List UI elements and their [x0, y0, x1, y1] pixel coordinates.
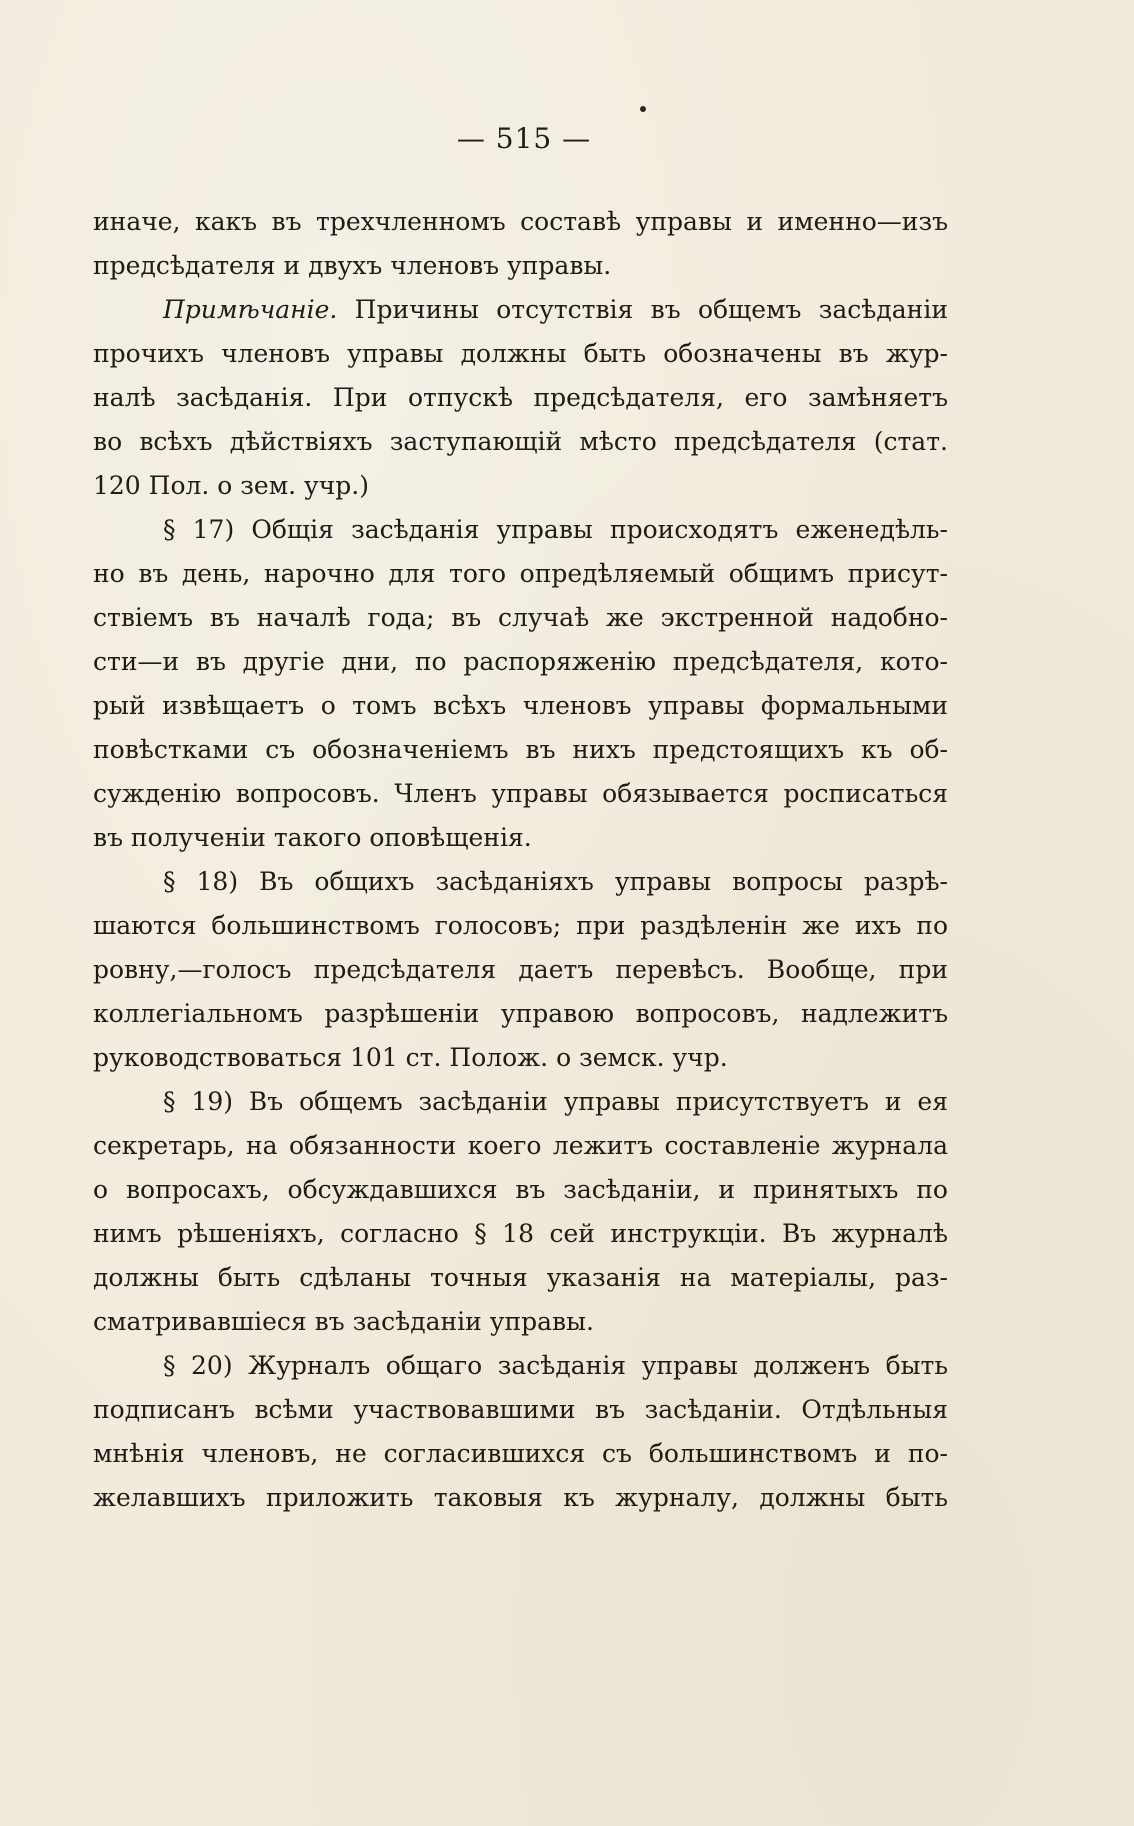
text-line [93, 244, 948, 288]
text-line [93, 1476, 948, 1520]
text-line [93, 1256, 948, 1300]
text-line [93, 860, 948, 904]
line-text: желавшихъ приложить таковыя къ журналу, должны быть [93, 1483, 948, 1512]
text-line [93, 1388, 948, 1432]
text-line [93, 728, 948, 772]
line-text: 120 Пол. о зем. учр.) [93, 471, 370, 500]
line-text: налѣ засѣданія. При отпускѣ предсѣдателя, его замѣняетъ [93, 383, 948, 412]
line-text: § 19) Въ общемъ засѣданіи управы присутствуетъ и ея [163, 1087, 948, 1116]
line-text: ствіемъ въ началѣ года; въ случаѣ же экстренной надобно- [93, 603, 948, 632]
text-line [93, 1432, 948, 1476]
line-text: но въ день, нарочно для того опредѣляемый общимъ присут- [93, 559, 948, 588]
line-text: повѣстками съ обозначеніемъ въ нихъ предстоящихъ къ об- [93, 735, 948, 764]
text-line [93, 1124, 948, 1168]
text-line [93, 376, 948, 420]
note-label: Примѣчаніе. [163, 295, 338, 324]
line-text: Причины отсутствія въ общемъ засѣданіи [337, 295, 948, 324]
text-line [93, 596, 948, 640]
text-line [93, 420, 948, 464]
line-text: § 17) Общія засѣданія управы происходятъ еженедѣль- [163, 515, 948, 544]
text-line [93, 552, 948, 596]
line-text: § 20) Журналъ общаго засѣданія управы долженъ быть [163, 1351, 948, 1380]
line-text: предсѣдателя и двухъ членовъ управы. [93, 251, 612, 280]
line-text: иначе, какъ въ трехчленномъ составѣ управы и именно—изъ [93, 207, 948, 236]
line-text: сматривавшіеся въ засѣданіи управы. [93, 1307, 594, 1336]
line-text: въ полученіи такого оповѣщенія. [93, 823, 532, 852]
text-line [93, 332, 948, 376]
line-text: нимъ рѣшеніяхъ, согласно § 18 сей инструкціи. Въ журналѣ [93, 1219, 948, 1248]
text-line [93, 200, 948, 244]
text-line [93, 816, 948, 860]
text-line [93, 288, 948, 332]
text-line [93, 948, 948, 992]
line-text: коллегіальномъ разрѣшеніи управою вопросовъ, надлежитъ [93, 999, 948, 1028]
line-text: о вопросахъ, обсуждавшихся въ засѣданіи, и принятыхъ по [93, 1175, 948, 1204]
ink-spot [640, 106, 646, 112]
text-line [93, 1080, 948, 1124]
line-text: сти—и въ другіе дни, по распоряженію предсѣдателя, кото- [93, 647, 948, 676]
text-line [93, 1168, 948, 1212]
text-line [93, 772, 948, 816]
line-text: подписанъ всѣми участвовавшими въ засѣданіи. Отдѣльныя [93, 1395, 948, 1424]
text-line [93, 640, 948, 684]
line-text: прочихъ членовъ управы должны быть обозначены въ жур- [93, 339, 948, 368]
line-text: должны быть сдѣланы точныя указанія на матеріалы, раз- [93, 1263, 948, 1292]
line-text: сужденію вопросовъ. Членъ управы обязывается росписаться [93, 779, 948, 808]
text-line [93, 1036, 948, 1080]
text-line [93, 684, 948, 728]
page-number: — 515 — [456, 122, 592, 155]
text-line [93, 508, 948, 552]
text-line [93, 464, 948, 508]
line-text: шаются большинствомъ голосовъ; при раздѣленін же ихъ по [93, 911, 948, 940]
text-line [93, 1300, 948, 1344]
line-text: руководствоваться 101 ст. Полож. о земск. учр. [93, 1043, 728, 1072]
line-text: рый извѣщаетъ о томъ всѣхъ членовъ управы формальными [93, 691, 948, 720]
text-line [93, 1212, 948, 1256]
body-text [93, 200, 948, 1520]
line-text: секретарь, на обязанности коего лежитъ составленіе журнала [93, 1131, 948, 1160]
text-line [93, 904, 948, 948]
line-text: ровну,—голосъ предсѣдателя даетъ перевѣсъ. Вообще, при [93, 955, 948, 984]
text-line [93, 1344, 948, 1388]
line-text: во всѣхъ дѣйствіяхъ заступающій мѣсто предсѣдателя (стат. [93, 427, 948, 456]
line-text: мнѣнія членовъ, не согласившихся съ большинствомъ и по- [93, 1439, 948, 1468]
text-line [93, 992, 948, 1036]
line-text: § 18) Въ общихъ засѣданіяхъ управы вопросы разрѣ- [163, 867, 948, 896]
